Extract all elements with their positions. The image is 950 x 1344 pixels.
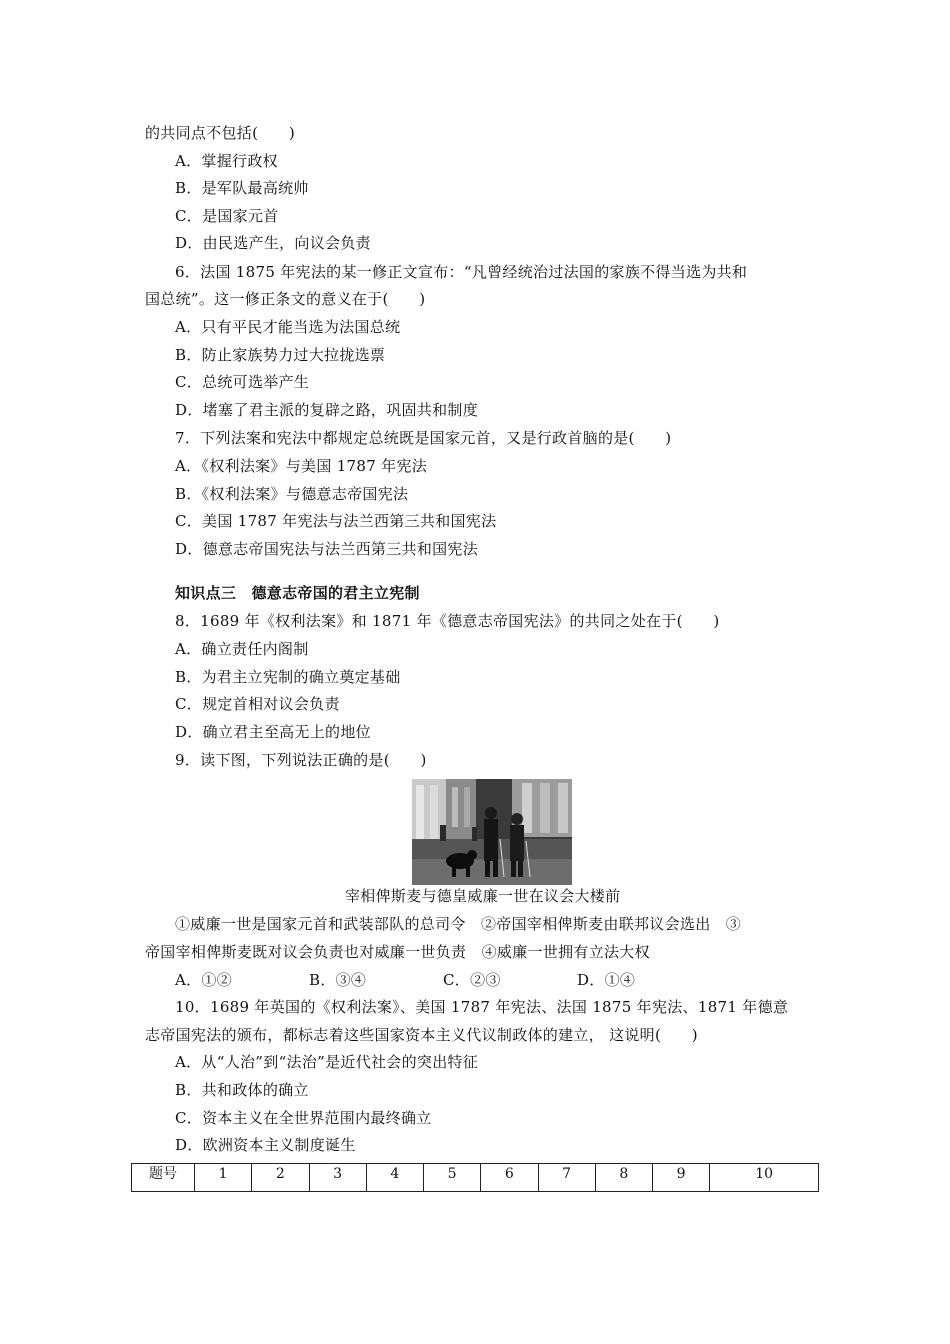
historical-photo [412,779,572,885]
q6-option-d: D．堵塞了君主派的复辟之路，巩固共和制度 [175,401,479,419]
q6-option-c: C．总统可选举产生 [175,373,310,391]
q9-stem: 9．读下图，下列说法正确的是( ) [175,751,427,769]
q7-option-a: A．《权利法案》与美国 1787 年宪法 [175,457,428,475]
answer-cell-4: 4 [366,1164,423,1192]
q6-stem: 6．法国 1875 年宪法的某一修正文宣布：“凡曾经统治过法国的家族不得当选为共和 [175,263,748,281]
q6-option-a: A．只有平民才能当选为法国总统 [175,318,401,336]
answer-cell-9: 9 [653,1164,710,1192]
q8-option-d: D．确立君主至高无上的地位 [175,723,371,741]
answer-cell-8: 8 [595,1164,652,1192]
answer-cell-6: 6 [481,1164,538,1192]
answer-cell-3: 3 [309,1164,366,1192]
q5-stem-continuation: 的共同点不包括( ) [145,124,296,142]
q5-option-c: C．是国家元首 [175,207,279,225]
q10-stem: 10．1689 年英国的《权利法案》、美国 1787 年宪法、法国 1875 年宪法、1871 年德意 [175,998,789,1016]
answer-table-header: 题号 [132,1164,195,1192]
q8-stem: 8．1689 年《权利法案》和 1871 年《德意志帝国宪法》的共同之处在于( ) [175,612,720,630]
q9-option-a: A．①② [175,971,233,989]
answer-table [131,1163,819,1192]
answer-cell-5: 5 [424,1164,481,1192]
q9-option-c: C．②③ [443,971,501,989]
q10-stem-continuation: 志帝国宪法的颁布，都标志着这些国家资本主义代议制政体的建立， 这说明( ) [145,1026,698,1044]
q9-option-d: D．①④ [577,971,636,989]
figure-caption: 宰相俾斯麦与德皇威廉一世在议会大楼前 [345,887,621,905]
answer-cell-10: 10 [710,1164,819,1192]
answer-cell-2: 2 [252,1164,309,1192]
q10-option-a: A．从“人治”到“法治”是近代社会的突出特征 [175,1053,479,1071]
q8-option-a: A．确立责任内阁制 [175,640,309,658]
q10-option-c: C．资本主义在全世界范围内最终确立 [175,1109,432,1127]
answer-table-row [132,1164,819,1192]
q7-stem: 7．下列法案和宪法中都规定总统既是国家元首，又是行政首脑的是( ) [175,429,672,447]
q9-statements-continuation: 帝国宰相俾斯麦既对议会负责也对威廉一世负责 ④威廉一世拥有立法大权 [145,943,650,961]
q7-option-d: D．德意志帝国宪法与法兰西第三共和国宪法 [175,540,479,558]
q7-option-c: C．美国 1787 年宪法与法兰西第三共和国宪法 [175,512,497,530]
q5-option-b: B．是军队最高统帅 [175,179,309,197]
q9-statements: ①威廉一世是国家元首和武装部队的总司令 ②帝国宰相俾斯麦由联邦议会选出 ③ [175,915,742,933]
q8-option-b: B．为君主立宪制的确立奠定基础 [175,668,401,686]
q10-option-d: D．欧洲资本主义制度诞生 [175,1136,356,1154]
section-heading: 知识点三 德意志帝国的君主立宪制 [175,584,420,602]
q6-option-b: B．防止家族势力过大拉拢选票 [175,346,386,364]
q9-options [175,970,635,990]
q5-option-d: D．由民选产生，向议会负责 [175,234,371,252]
q6-stem-continuation: 国总统”。这一修正条文的意义在于( ) [145,290,426,308]
q9-option-b: B．③④ [309,971,367,989]
q5-option-a: A．掌握行政权 [175,152,278,170]
q10-option-b: B．共和政体的确立 [175,1081,309,1099]
answer-cell-7: 7 [538,1164,595,1192]
answer-cell-1: 1 [195,1164,252,1192]
q8-option-c: C．规定首相对议会负责 [175,695,340,713]
q7-option-b: B．《权利法案》与德意志帝国宪法 [175,485,409,503]
